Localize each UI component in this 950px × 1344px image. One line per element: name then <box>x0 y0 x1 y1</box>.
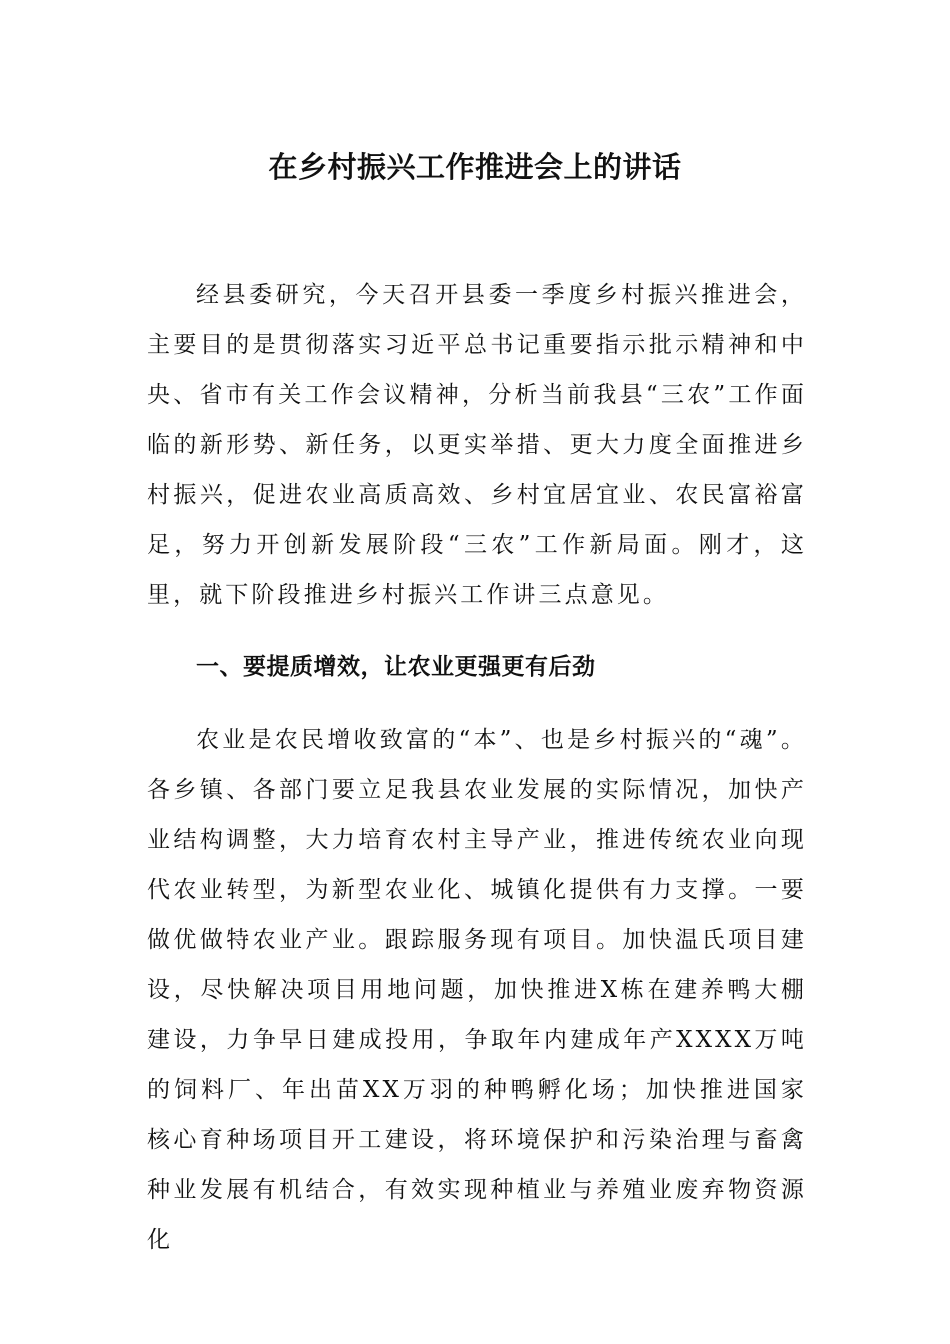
section-heading: 一、要提质增效，让农业更强更有后劲 <box>196 654 596 680</box>
document-title: 在乡村振兴工作推进会上的讲话 <box>268 150 682 185</box>
intro-paragraph: 经县委研究，今天召开县委一季度乡村振兴推进会，主要目的是贯彻落实习近平总书记重要指示批示精神和中央、省市有关工作会议精神，分析当前我县“三农”工作面临的新形势、新任务，以更实举措、更大力度全面推进乡村振兴，促进农业高质高效、乡村宜居宜业、农民富裕富足，努力开创新发展阶段“三农”工作新局面。刚才，这里，就下阶段推进乡村振兴工作讲三点意见。 <box>147 282 807 608</box>
agriculture-paragraph: 农业是农民增收致富的“本”、也是乡村振兴的“魂”。各乡镇、各部门要立足我县农业发展的实际情况，加快产业结构调整，大力培育农村主导产业，推进传统农业向现代农业转型，为新型农业化、城镇化提供有力支撑。一要做优做特农业产业。跟踪服务现有项目。加快温氏项目建设，尽快解决项目用地问题，加快推进X栋在建养鸭大棚建设，力争早日建成投用，争取年内建成年产XXXX万吨的饲料厂、年出苗XX万羽的种鸭孵化场；加快推进国家核心育种场项目开工建设，将环境保护和污染治理与畜禽种业发展有机结合，有效实现种植业与养殖业废弃物资源化 <box>147 727 807 1253</box>
